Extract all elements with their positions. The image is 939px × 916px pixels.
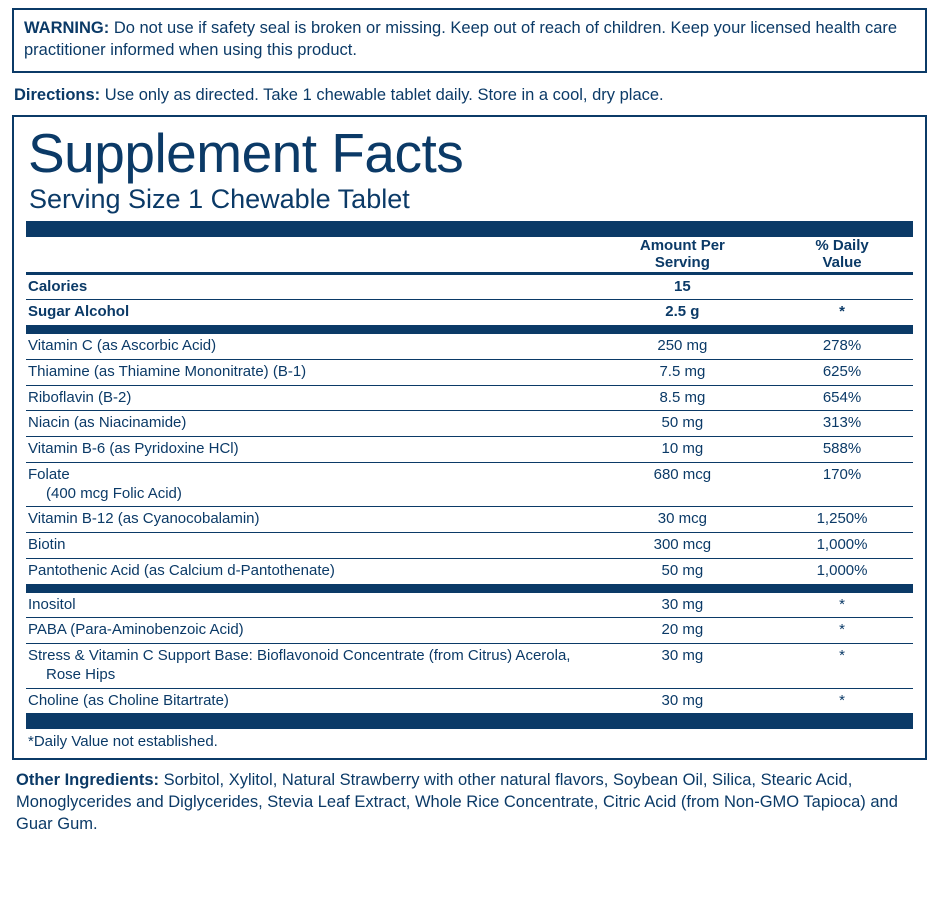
header-amount-per-serving [594, 237, 771, 273]
table-row [26, 558, 913, 583]
table-row [26, 437, 913, 463]
nutrient-dv: * [771, 688, 913, 713]
table-row [26, 644, 913, 689]
table-row [26, 359, 913, 385]
table-row [26, 593, 913, 618]
table-row [26, 275, 913, 300]
header-dv-line1: % Daily [815, 237, 869, 254]
nutrient-dv: 278% [822, 337, 862, 354]
nutrient-amount: 250 mg [657, 337, 708, 354]
nutrient-name: Choline (as Choline Bitartrate) [26, 688, 594, 713]
nutrient-name: Inositol [28, 595, 76, 613]
nutrient-amount: 50 mg [594, 411, 771, 437]
other-ingredients-text: Sorbitol, Xylitol, Natural Strawberry with other natural flavors, Soybean Oil, Silica, Stearic Acid, Monoglycerides and Diglycerides, Stevia Leaf Extract, Whole Rice Concentrate, Citric Acid (from Non-GMO Tapioca) and Guar Gum. [16, 771, 898, 834]
nutrient-dv: 654% [771, 385, 913, 411]
nutrient-dv: * [839, 595, 845, 613]
nutrient-dv: 1,000% [771, 558, 913, 583]
column-headers-row [26, 237, 913, 273]
nutrient-amount: 20 mg [594, 618, 771, 644]
warning-text: Do not use if safety seal is broken or missing. Keep out of reach of children. Keep your licensed health care practitioner informed when using this product. [24, 19, 898, 59]
divider-bar-2 [26, 584, 913, 593]
nutrient-amount: 15 [674, 277, 691, 295]
nutrient-name: PABA (Para-Aminobenzoic Acid) [26, 618, 594, 644]
nutrient-dv: * [771, 300, 913, 325]
header-daily-value [771, 237, 913, 273]
divider-cell [594, 325, 771, 334]
table-row [26, 462, 913, 507]
nutrient-name: Vitamin B-6 (as Pyridoxine HCl) [26, 437, 594, 463]
nutrient-amount: 680 mcg [594, 462, 771, 507]
supplement-facts-body [26, 221, 913, 729]
nutrient-name-multiline [26, 644, 594, 689]
header-name [26, 237, 594, 273]
warning-label: WARNING: [24, 19, 110, 37]
table-row [26, 533, 913, 559]
divider-cell [26, 584, 594, 593]
nutrient-amount: 7.5 mg [594, 359, 771, 385]
supplement-facts-title: Supplement Facts [28, 122, 464, 185]
divider-cell [771, 713, 913, 729]
nutrient-name: Pantothenic Acid (as Calcium d-Pantothenate) [26, 558, 594, 583]
table-row [26, 385, 913, 411]
divider-cell [26, 713, 594, 729]
nutrient-dv: * [771, 644, 913, 689]
nutrient-name: Vitamin C (as Ascorbic Acid) [28, 337, 217, 354]
divider-cell [594, 584, 771, 593]
nutrient-amount: 300 mcg [594, 533, 771, 559]
supplement-label-page [0, 8, 939, 916]
divider-bar-bottom [26, 713, 913, 729]
table-row [26, 618, 913, 644]
nutrient-dv [771, 275, 913, 300]
divider-cell [771, 584, 913, 593]
nutrient-name: Niacin (as Niacinamide) [26, 411, 594, 437]
divider-cell [594, 221, 771, 237]
nutrient-amount: 30 mg [661, 595, 704, 613]
nutrient-name: Riboflavin (B-2) [26, 385, 594, 411]
directions-section [14, 85, 925, 106]
warning-box [12, 8, 927, 73]
header-amount-line2: Serving [654, 254, 710, 272]
table-row [26, 411, 913, 437]
nutrient-name-sub: (400 mcg Folic Acid) [46, 484, 182, 502]
nutrient-amount: 50 mg [594, 558, 771, 583]
table-row [26, 507, 913, 533]
directions-text: Use only as directed. Take 1 chewable tablet daily. Store in a cool, dry place. [100, 85, 664, 104]
nutrient-amount: 8.5 mg [594, 385, 771, 411]
header-dv-line2: Value [822, 254, 862, 272]
supplement-facts-table [26, 221, 913, 729]
nutrient-name: Calories [28, 277, 88, 295]
nutrient-amount: 30 mg [594, 644, 771, 689]
directions-label: Directions: [14, 85, 101, 104]
nutrient-dv: 1,000% [771, 533, 913, 559]
nutrient-amount: 2.5 g [594, 300, 771, 325]
divider-cell [26, 221, 594, 237]
nutrient-name: Vitamin B-12 (as Cyanocobalamin) [26, 507, 594, 533]
nutrient-dv: 1,250% [771, 507, 913, 533]
divider-cell [594, 713, 771, 729]
serving-size: Serving Size 1 Chewable Tablet [29, 183, 410, 214]
daily-value-footnote: *Daily Value not established. [28, 733, 218, 751]
other-ingredients-section [16, 770, 923, 836]
nutrient-amount: 30 mcg [594, 507, 771, 533]
divider-bar-1 [26, 325, 913, 334]
divider-bar-top [26, 221, 913, 237]
table-row [26, 334, 913, 359]
table-row [26, 300, 913, 325]
divider-cell [771, 325, 913, 334]
nutrient-dv: 170% [771, 462, 913, 507]
nutrient-name: Stress & Vitamin C Support Base: Bioflavonoid Concentrate (from Citrus) Acerola, [28, 647, 571, 664]
nutrient-name: Biotin [26, 533, 594, 559]
divider-cell [771, 221, 913, 237]
nutrient-amount: 30 mg [594, 688, 771, 713]
supplement-facts-panel [12, 115, 927, 760]
nutrient-dv: 313% [771, 411, 913, 437]
nutrient-amount: 10 mg [594, 437, 771, 463]
nutrient-dv: 588% [771, 437, 913, 463]
nutrient-name: Folate [28, 465, 70, 483]
table-row [26, 688, 913, 713]
nutrient-dv: 625% [771, 359, 913, 385]
nutrient-name: Thiamine (as Thiamine Mononitrate) (B-1) [26, 359, 594, 385]
other-ingredients-label: Other Ingredients: [16, 771, 160, 790]
header-amount-line1: Amount Per [639, 237, 725, 254]
nutrient-name-multiline [26, 462, 594, 507]
nutrient-name-sub: Rose Hips [46, 665, 116, 683]
nutrient-dv: * [771, 618, 913, 644]
nutrient-name: Sugar Alcohol [26, 300, 594, 325]
divider-cell [26, 325, 594, 334]
